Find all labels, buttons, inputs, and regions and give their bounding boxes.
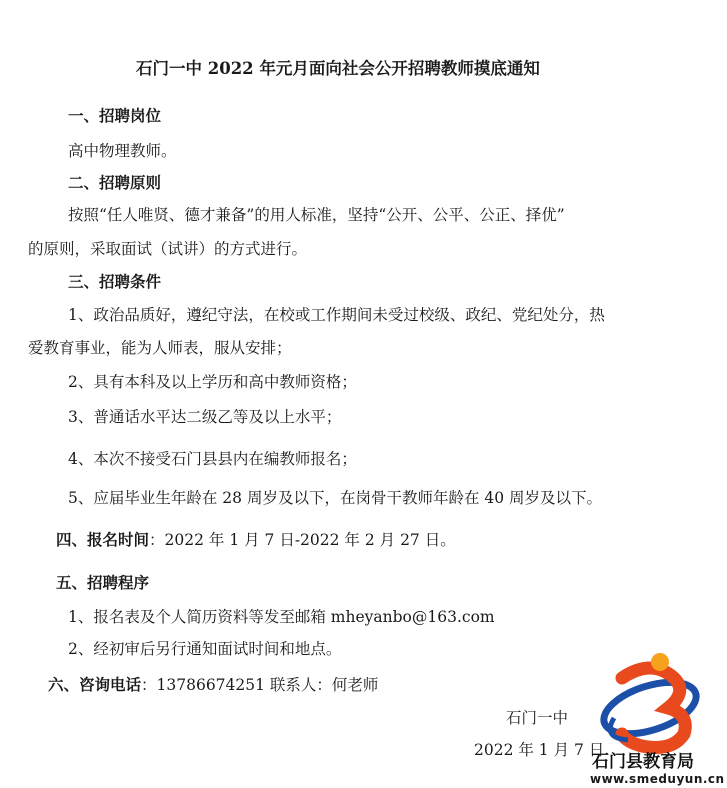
requirement-5: 5、应届毕业生年龄在 28 周岁及以下，在岗骨干教师年龄在 40 周岁及以下。 [68, 489, 603, 507]
section-heading-positions: 一、招聘岗位 [68, 106, 162, 125]
watermark-url: www.smeduyun.cn [590, 772, 725, 786]
section-heading-procedure: 五、招聘程序 [56, 573, 150, 592]
section-heading-registration-time: 四、报名时间 [56, 530, 150, 549]
registration-time-row [56, 530, 456, 550]
signature-org: 石门一中 [506, 709, 569, 727]
principles-line-1: 按照“任人唯贤、德才兼备”的用人标准，坚持“公开、公平、公正、择优” [68, 206, 565, 224]
procedure-1: 1、报名表及个人简历资料等发至邮箱 mheyanbo@163.com [68, 608, 495, 626]
section-text-positions: 高中物理教师。 [68, 142, 177, 160]
requirement-1-line-2: 爱教育事业，能为人师表，服从安排； [28, 339, 292, 357]
contact-text: ：13786674251 联系人：何老师 [141, 676, 379, 694]
requirement-3: 3、普通话水平达二级乙等及以上水平； [68, 408, 342, 426]
requirement-4: 4、本次不接受石门县县内在编教师报名； [68, 450, 357, 468]
watermark-name: 石门县教育局 [592, 752, 694, 772]
principles-line-2: 的原则，采取面试（试讲）的方式进行。 [28, 240, 308, 258]
section-heading-requirements: 三、招聘条件 [68, 272, 162, 291]
section-heading-contact: 六、咨询电话 [48, 675, 142, 694]
registration-time-text: ：2022 年 1 月 7 日-2022 年 2 月 27 日。 [149, 531, 456, 549]
requirement-2: 2、具有本科及以上学历和高中教师资格； [68, 373, 357, 391]
contact-row [48, 675, 378, 695]
page-title: 石门一中 2022 年元月面向社会公开招聘教师摸底通知 [136, 59, 540, 78]
procedure-2: 2、经初审后另行通知面试时间和地点。 [68, 640, 342, 658]
signature-date: 2022 年 1 月 7 日 [474, 741, 605, 759]
section-heading-principles: 二、招聘原则 [68, 173, 162, 192]
requirement-1-line-1: 1、政治品质好，遵纪守法，在校或工作期间未受过校级、政纪、党纪处分，热 [68, 306, 605, 324]
